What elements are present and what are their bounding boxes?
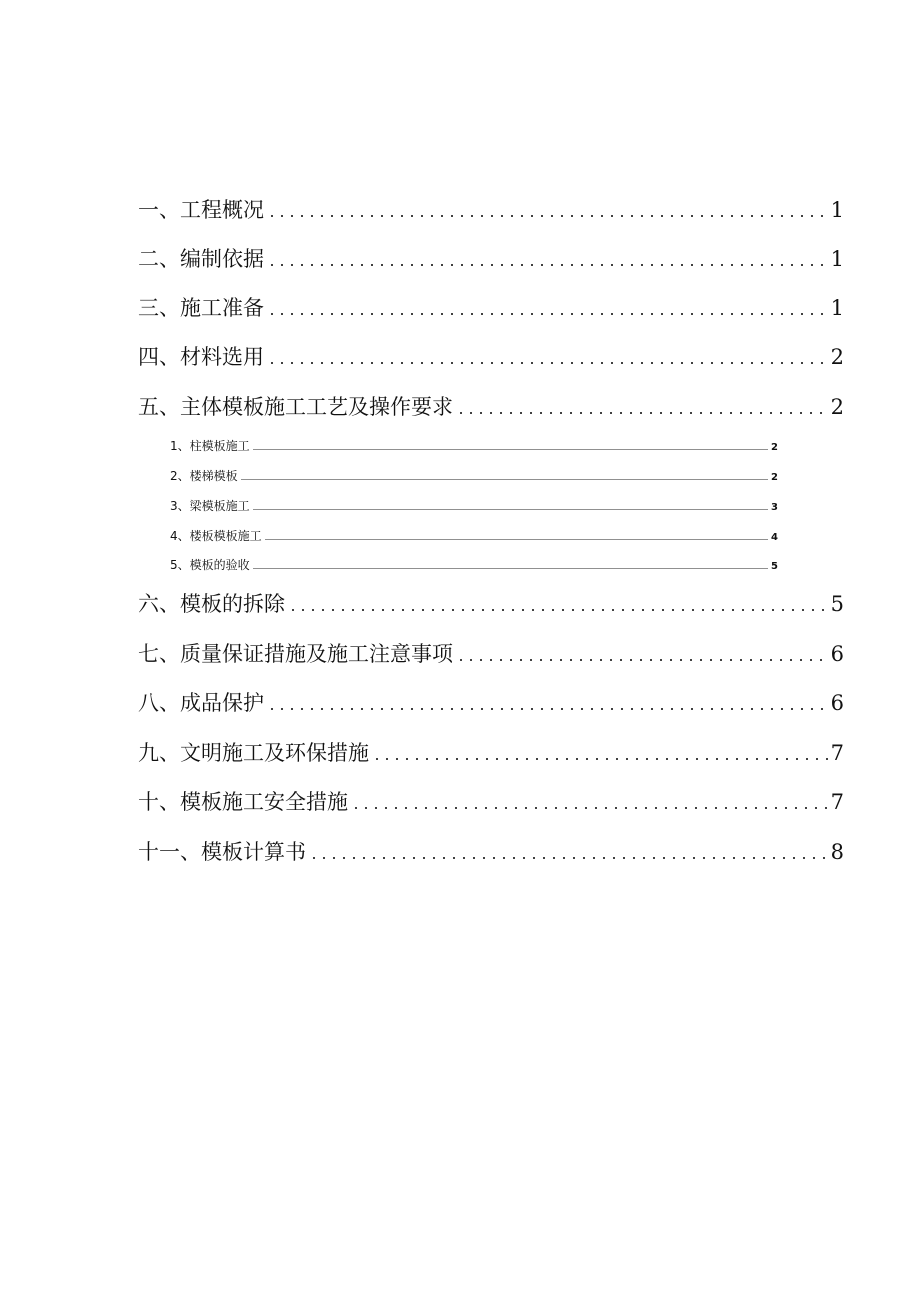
toc-subentry-2[interactable] — [170, 468, 778, 484]
toc-entry-page: 8 — [830, 840, 844, 864]
toc-entry-label: 六、模板的拆除 — [138, 592, 285, 616]
toc-subentry-page: 3 — [771, 502, 778, 513]
toc-entry-2[interactable] — [138, 245, 844, 273]
toc-entry-label: 五、主体模板施工工艺及操作要求 — [138, 395, 453, 419]
toc-entry-page: 7 — [830, 790, 844, 814]
toc-entry-4[interactable] — [138, 343, 844, 371]
toc-subentry-label: 1、柱模板施工 — [170, 439, 250, 453]
dot-leader — [267, 689, 828, 717]
toc-entry-page: 1 — [830, 247, 844, 271]
dot-leader — [351, 788, 828, 816]
toc-entry-8[interactable] — [138, 689, 844, 717]
toc-entry-label: 九、文明施工及环保措施 — [138, 741, 369, 765]
toc-entry-1[interactable] — [138, 196, 844, 224]
dot-leader — [456, 393, 828, 421]
toc-entry-page: 2 — [830, 395, 844, 419]
toc-entry-page: 6 — [830, 642, 844, 666]
toc-entry-page: 1 — [830, 296, 844, 320]
dot-leader — [267, 196, 828, 224]
toc-entry-9[interactable] — [138, 739, 844, 767]
dot-leader — [253, 557, 768, 573]
dot-leader — [288, 590, 828, 618]
dot-leader — [267, 245, 828, 273]
toc-subentry-4[interactable] — [170, 528, 778, 544]
toc-subentry-label: 5、模板的验收 — [170, 558, 250, 572]
toc-entry-page: 2 — [830, 345, 844, 369]
dot-leader — [265, 528, 768, 544]
toc-entry-page: 5 — [830, 592, 844, 616]
toc-subentry-5[interactable] — [170, 557, 778, 573]
toc-entry-page: 6 — [830, 691, 844, 715]
toc-subentry-page: 2 — [771, 442, 778, 453]
toc-subentry-label: 2、楼梯模板 — [170, 469, 238, 483]
toc-entry-label: 二、编制依据 — [138, 247, 264, 271]
toc-entry-label: 十、模板施工安全措施 — [138, 790, 348, 814]
dot-leader — [456, 640, 828, 668]
toc-entry-7[interactable] — [138, 640, 844, 668]
toc-entry-label: 三、施工准备 — [138, 296, 264, 320]
dot-leader — [267, 294, 828, 322]
toc-entry-6[interactable] — [138, 590, 844, 618]
toc-subentry-page: 5 — [771, 561, 778, 572]
toc-subentry-page: 2 — [771, 472, 778, 483]
dot-leader — [241, 468, 768, 484]
toc-entry-label: 七、质量保证措施及施工注意事项 — [138, 642, 453, 666]
toc-entry-11[interactable] — [138, 838, 844, 866]
toc-subentry-label: 4、楼板模板施工 — [170, 529, 262, 543]
toc-entry-label: 四、材料选用 — [138, 345, 264, 369]
toc-subentry-label: 3、梁模板施工 — [170, 499, 250, 513]
toc-subentry-1[interactable] — [170, 438, 778, 454]
dot-leader — [372, 739, 828, 767]
toc-entry-3[interactable] — [138, 294, 844, 322]
toc-entry-label: 八、成品保护 — [138, 691, 264, 715]
toc-entry-label: 十一、模板计算书 — [138, 840, 306, 864]
toc-entry-5[interactable] — [138, 393, 844, 421]
toc-entry-10[interactable] — [138, 788, 844, 816]
toc-entry-label: 一、工程概况 — [138, 198, 264, 222]
dot-leader — [253, 498, 768, 514]
toc-subentry-3[interactable] — [170, 498, 778, 514]
toc-entry-page: 1 — [830, 198, 844, 222]
dot-leader — [309, 838, 828, 866]
toc-subentry-page: 4 — [771, 532, 778, 543]
toc-entry-page: 7 — [830, 741, 844, 765]
dot-leader — [253, 438, 768, 454]
dot-leader — [267, 343, 828, 371]
